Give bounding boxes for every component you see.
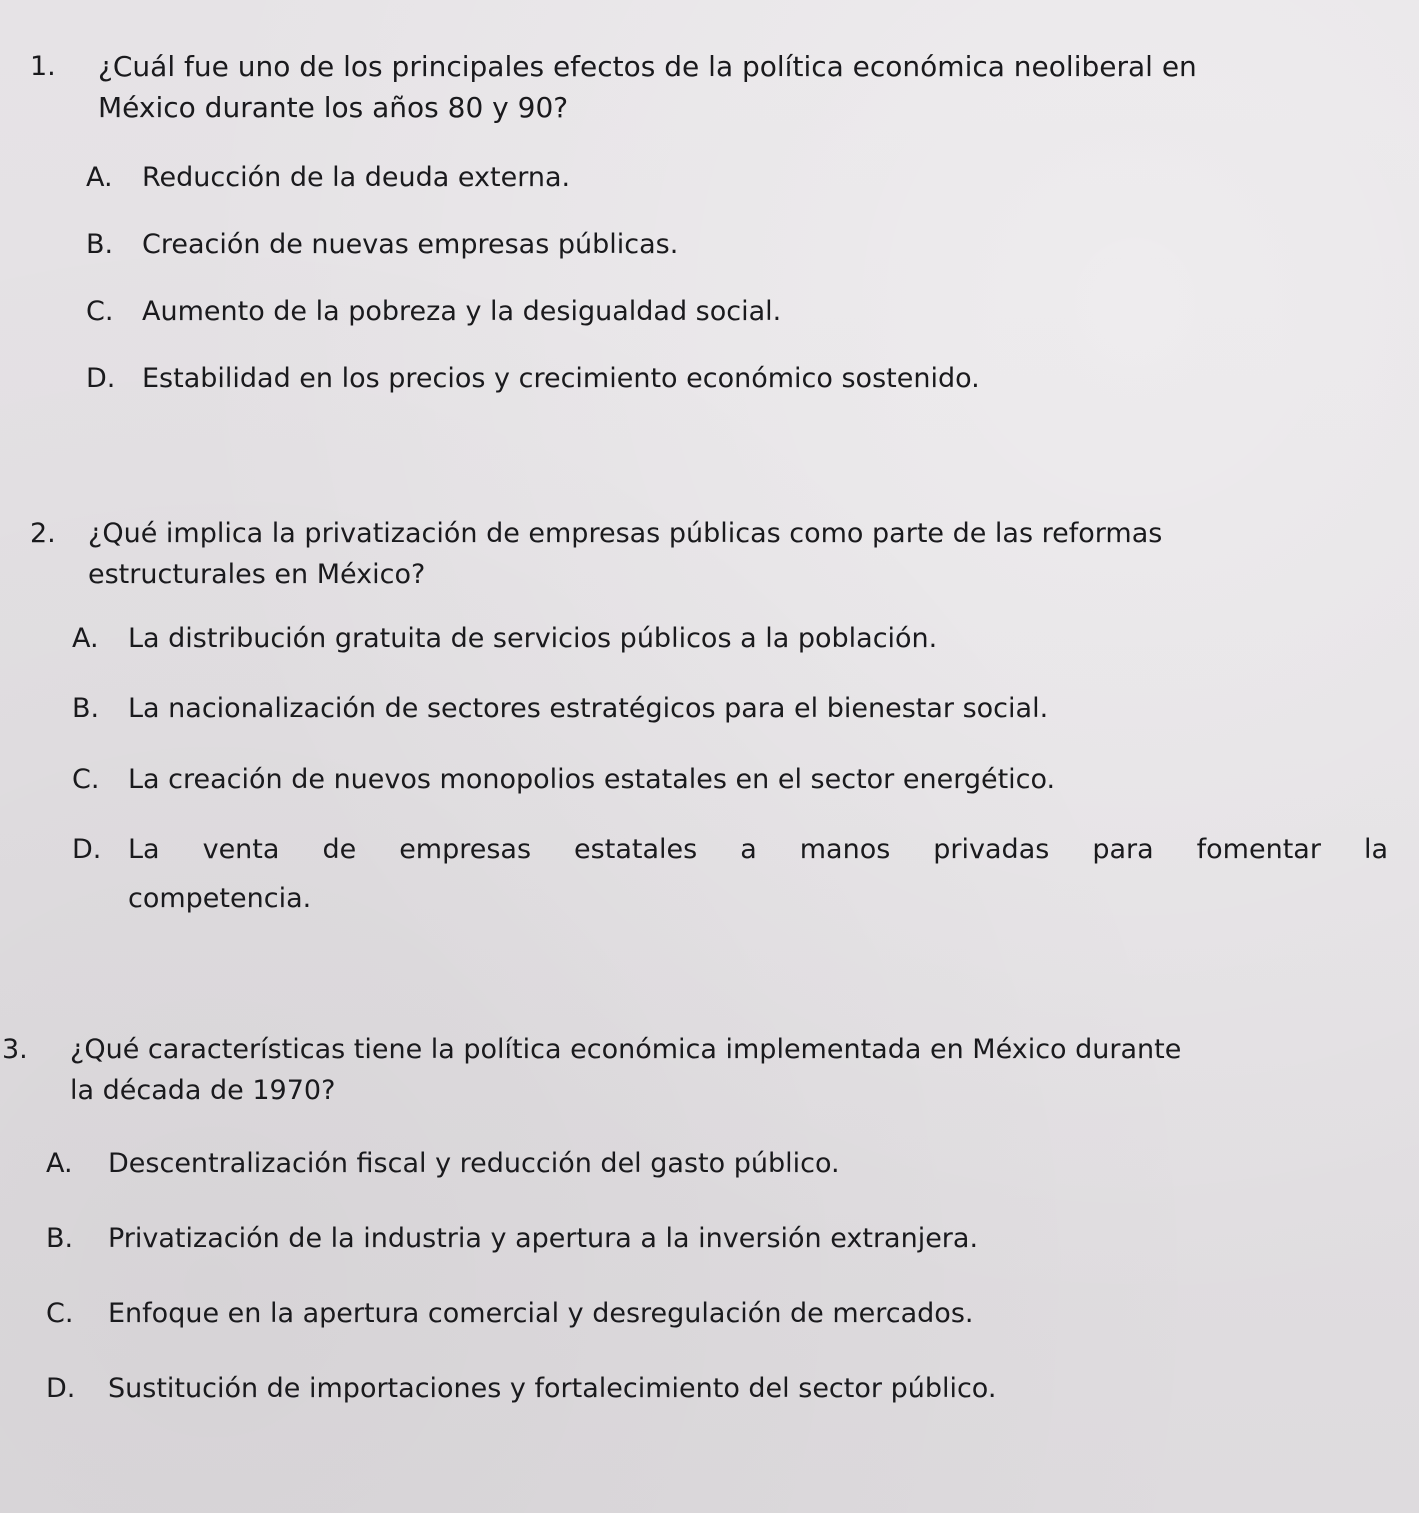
option-letter: B. <box>46 1223 74 1254</box>
question-3-option-d[interactable] <box>46 1368 996 1409</box>
option-letter: B. <box>86 229 114 260</box>
question-2-text-line2: estructurales en México? <box>88 559 426 590</box>
question-3 <box>2 1029 1181 1111</box>
question-1-number: 1. <box>30 51 56 82</box>
question-1-option-b[interactable] <box>86 224 678 265</box>
question-3-option-c[interactable] <box>46 1293 973 1334</box>
question-1-text-line1: ¿Cuál fue uno de los principales efectos de la política económica neoliberal en <box>98 50 1197 83</box>
option-letter: A. <box>86 162 113 193</box>
question-3-text-line2: la década de 1970? <box>70 1075 336 1106</box>
question-2 <box>30 513 1162 595</box>
question-3-number: 3. <box>2 1034 28 1065</box>
option-text: La nacionalización de sectores estratégicos para el bienestar social. <box>128 693 1049 724</box>
question-1-text-line2: México durante los años 80 y 90? <box>98 91 569 124</box>
question-1-option-d[interactable] <box>86 358 980 399</box>
option-letter: C. <box>72 764 100 795</box>
option-text: Reducción de la deuda externa. <box>142 162 571 193</box>
question-2-option-a[interactable] <box>72 618 937 659</box>
question-1 <box>30 46 1197 128</box>
question-3-option-a[interactable] <box>46 1143 840 1184</box>
option-text: Enfoque en la apertura comercial y desregulación de mercados. <box>108 1298 974 1329</box>
option-text: Privatización de la industria y apertura a la inversión extranjera. <box>108 1223 979 1254</box>
question-2-option-b[interactable] <box>72 688 1048 729</box>
option-text: Sustitución de importaciones y fortalecimiento del sector público. <box>108 1373 997 1404</box>
option-text: La creación de nuevos monopolios estatales en el sector energético. <box>128 764 1056 795</box>
option-letter: D. <box>86 363 116 394</box>
question-3-text-line1: ¿Qué características tiene la política económica implementada en México durante <box>70 1034 1182 1065</box>
option-text-justified: La venta de empresas estatales a manos privadas para fomentar la <box>128 834 1388 865</box>
option-text: Descentralización fiscal y reducción del gasto público. <box>108 1148 840 1179</box>
question-3-option-b[interactable] <box>46 1218 978 1259</box>
option-letter: D. <box>72 834 102 865</box>
option-text: Creación de nuevas empresas públicas. <box>142 229 679 260</box>
question-1-option-a[interactable] <box>86 157 570 198</box>
option-letter: D. <box>46 1373 76 1404</box>
option-text-line1 <box>128 829 1388 870</box>
option-letter: C. <box>46 1298 74 1329</box>
question-1-option-c[interactable] <box>86 291 781 332</box>
option-text: Estabilidad en los precios y crecimiento económico sostenido. <box>142 363 980 394</box>
option-text: La distribución gratuita de servicios públicos a la población. <box>128 623 938 654</box>
option-letter: A. <box>46 1148 73 1179</box>
question-2-option-c[interactable] <box>72 759 1055 800</box>
option-letter: C. <box>86 296 114 327</box>
option-text-line2: competencia. <box>128 883 312 914</box>
option-letter: A. <box>72 623 99 654</box>
question-2-option-d[interactable] <box>72 829 1388 919</box>
option-letter: B. <box>72 693 100 724</box>
option-text: Aumento de la pobreza y la desigualdad social. <box>142 296 782 327</box>
question-2-text-line1: ¿Qué implica la privatización de empresas públicas como parte de las reformas <box>88 518 1163 549</box>
question-2-number: 2. <box>30 518 56 549</box>
